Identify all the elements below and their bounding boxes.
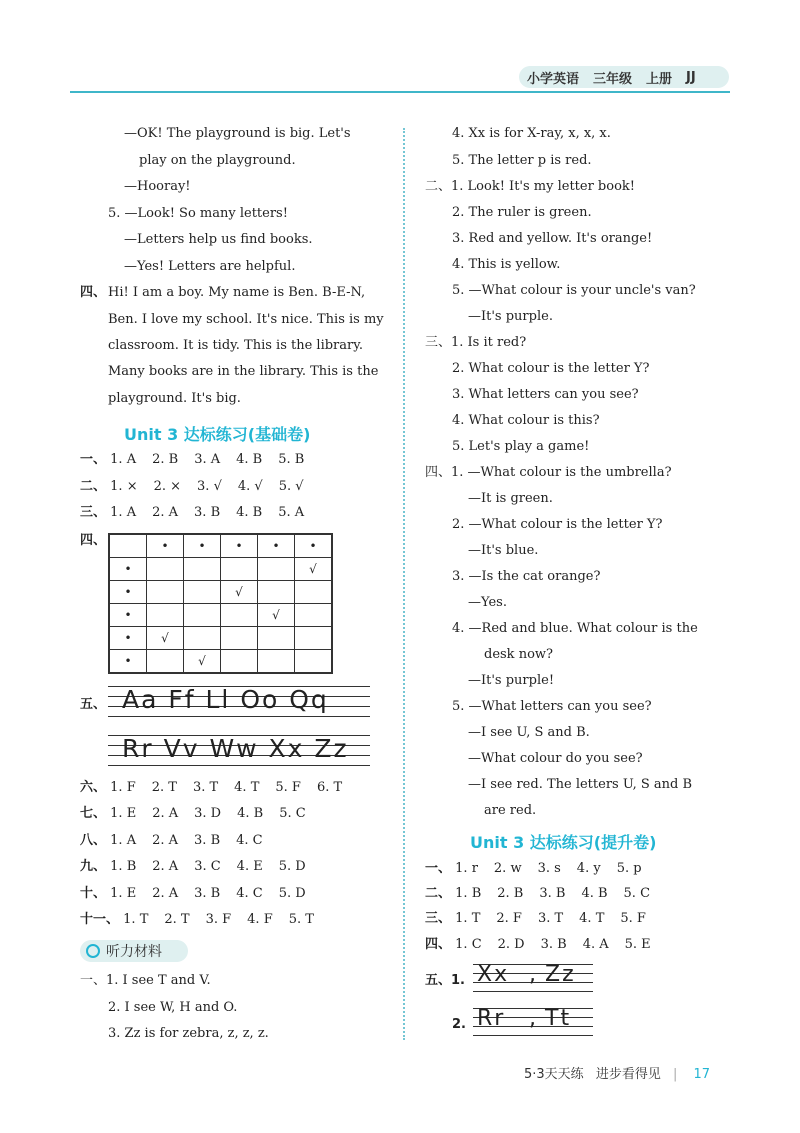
listen-line-1: 一、1. I see T and V. [80, 973, 211, 988]
s4-line: 2. —What colour is the letter Y? [452, 517, 663, 532]
s3-line: 4. What colour is this? [452, 413, 600, 428]
answer-grid: • • • • • • √ • √ • √ • √ • √ [108, 533, 333, 674]
answer: 2. A [152, 505, 179, 520]
s3-line: 3. What letters can you see? [452, 387, 639, 402]
answer: 3. √ [197, 479, 222, 494]
check-mark: √ [295, 558, 333, 581]
s3-line: 5. Let's play a game! [452, 439, 590, 454]
more-row-9: 九、 1. B 2. A 3. C 4. E 5. D [80, 859, 306, 874]
handwriting-row-2 [108, 733, 370, 767]
s4-line: 3. —Is the cat orange? [452, 569, 601, 584]
listening-label: 听力材料 [106, 944, 162, 960]
footer-separator: | [672, 1067, 678, 1082]
adv-handwriting-row-1 [473, 962, 593, 994]
header-grade: 三年级 [593, 71, 633, 87]
answer: 4. √ [237, 479, 263, 494]
left-line-6: —Yes! Letters are helpful. [124, 259, 296, 274]
passage-line-1: Hi! I am a boy. My name is Ben. B-E-N, [108, 285, 366, 300]
adv-row-3: 三、 1. T 2. F 3. T 4. T 5. F [425, 911, 646, 926]
s3-line: 2. What colour is the letter Y? [452, 361, 650, 376]
handwriting-text-2: Rr Vv Ww Xx Zz [122, 734, 349, 763]
row-label: 一、 [80, 452, 107, 467]
basic-row-1 [80, 452, 320, 468]
answer: 4. B [236, 505, 263, 520]
more-row-11: 十一、 1. T 2. T 3. F 4. F 5. T [80, 912, 314, 927]
s4-line: —It's blue. [468, 543, 539, 558]
section-4-label: 四、 [80, 285, 107, 300]
right-line-1: 4. Xx is for X-ray, x, x, x. [452, 126, 611, 141]
answer: 5. A [278, 505, 305, 520]
s2-line: 3. Red and yellow. It's orange! [452, 231, 653, 246]
basic-row-3 [80, 505, 320, 521]
more-row-6: 六、 1. F 2. T 3. T 4. T 5. F 6. T [80, 780, 343, 795]
left-line-2: play on the playground. [139, 153, 296, 168]
s4-line: 5. —What letters can you see? [452, 699, 652, 714]
handwriting-row-1 [108, 684, 370, 718]
s2-line: 5. —What colour is your uncle's van? [452, 283, 696, 298]
passage-line-4: Many books are in the library. This is the [108, 364, 379, 379]
hw-comma: , [529, 1006, 538, 1031]
hw-zz: Zz [545, 962, 576, 987]
header-line [70, 91, 730, 93]
check-mark: √ [258, 604, 295, 627]
hw-rr: Rr [477, 1006, 506, 1031]
row-label: 二、 [80, 479, 107, 494]
s4-line: —What colour do you see? [468, 751, 643, 766]
answer: 1. A [110, 505, 137, 520]
hw-tt: Tt [545, 1006, 572, 1031]
check-mark: √ [221, 581, 258, 604]
left-line-3: —Hooray! [124, 179, 191, 194]
header-term: 上册 [646, 71, 673, 87]
adv-row-2: 二、 1. B 2. B 3. B 4. B 5. C [425, 886, 651, 901]
answer: 3. B [194, 505, 221, 520]
right-line-2: 5. The letter p is red. [452, 153, 592, 168]
left-line-5: —Letters help us find books. [124, 232, 313, 247]
grid-label: 四、 [80, 533, 107, 548]
adv-hw-label-2: 2. [452, 1017, 466, 1032]
footer [524, 1063, 710, 1082]
page-number: 17 [693, 1067, 711, 1082]
s4-line: 四、1. —What colour is the umbrella? [425, 465, 672, 480]
listen-line-3: 3. Zz is for zebra, z, z, z. [108, 1026, 269, 1041]
unit-title-advanced: Unit 3 达标练习(提升卷) [470, 833, 657, 852]
more-row-10: 十、 1. E 2. A 3. B 4. C 5. D [80, 886, 306, 901]
answer: 1. × [110, 479, 138, 494]
s4-line: 4. —Red and blue. What colour is the [452, 621, 698, 636]
answer: 4. B [236, 452, 263, 467]
answer: 5. √ [278, 479, 304, 494]
s4-line: —I see red. The letters U, S and B [468, 777, 693, 792]
answer: 1. A [110, 452, 137, 467]
listen-line-2: 2. I see W, H and O. [108, 1000, 238, 1015]
column-divider [403, 128, 405, 1040]
handwriting-label: 五、 [80, 697, 107, 712]
listening-material-pill [80, 940, 188, 962]
check-mark: √ [184, 650, 221, 674]
s4-line: —It's purple! [468, 673, 555, 688]
adv-handwriting-row-2 [473, 1006, 593, 1038]
left-line-4: 5. —Look! So many letters! [108, 206, 288, 221]
answer: 2. B [152, 452, 179, 467]
adv-hw-label-1: 五、1. [425, 973, 465, 988]
left-line-1: —OK! The playground is big. Let's [124, 126, 351, 141]
passage-line-3: classroom. It is tidy. This is the library. [108, 338, 363, 353]
s4-line: desk now? [484, 647, 553, 662]
s3-line: 三、1. Is it red? [425, 335, 527, 350]
check-mark: √ [147, 627, 184, 650]
s2-line: 4. This is yellow. [452, 257, 561, 272]
s4-line: —It is green. [468, 491, 553, 506]
answer: 5. B [278, 452, 305, 467]
answer: 3. A [194, 452, 221, 467]
footer-slogan: 进步看得见 [595, 1067, 661, 1082]
adv-row-1: 一、 1. r 2. w 3. s 4. y 5. p [425, 861, 642, 876]
unit-title-basic: Unit 3 达标练习(基础卷) [124, 425, 311, 444]
s2-line: 二、1. Look! It's my letter book! [425, 179, 636, 194]
hw-comma: , [529, 962, 538, 987]
answer: 2. × [153, 479, 182, 494]
passage-line-5: playground. It's big. [108, 391, 241, 406]
basic-row-2 [80, 479, 320, 495]
passage-line-2: Ben. I love my school. It's nice. This is my [108, 312, 384, 327]
s2-line: 2. The ruler is green. [452, 205, 592, 220]
footer-brand: 5·3天天练 [524, 1067, 584, 1082]
hw-xx: Xx [477, 962, 510, 987]
s2-line: —It's purple. [468, 309, 553, 324]
handwriting-text-1: Aa Ff Ll Oo Qq [122, 685, 329, 714]
adv-row-4: 四、 1. C 2. D 3. B 4. A 5. E [425, 937, 651, 952]
header-bar [519, 66, 729, 88]
row-label: 三、 [80, 505, 107, 520]
s4-line: —Yes. [468, 595, 507, 610]
headphones-icon [86, 944, 100, 958]
more-row-7: 七、 1. E 2. A 3. D 4. B 5. C [80, 806, 306, 821]
s4-line: are red. [484, 803, 537, 818]
s4-line: —I see U, S and B. [468, 725, 590, 740]
header-subject: 小学英语 [527, 71, 580, 87]
more-row-8: 八、 1. A 2. A 3. B 4. C [80, 833, 263, 848]
header-edition: JJ [686, 69, 696, 85]
